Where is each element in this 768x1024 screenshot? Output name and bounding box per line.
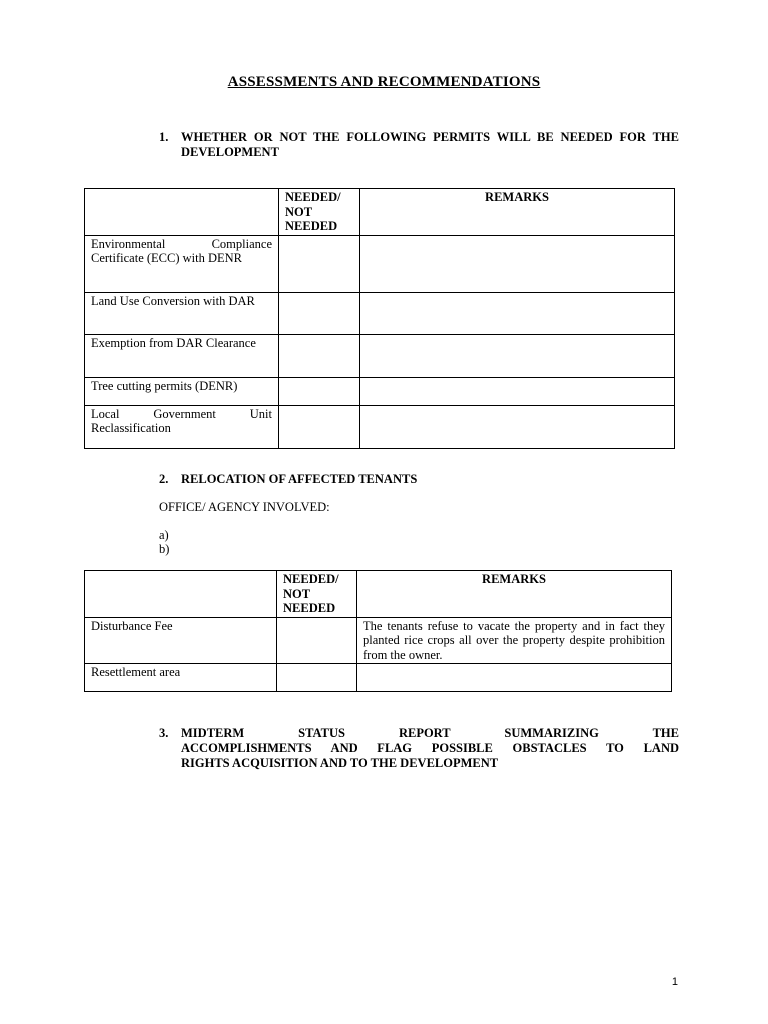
permit-remarks-cell (360, 235, 675, 292)
section-1-heading (159, 130, 679, 162)
permit-remarks-cell (360, 334, 675, 377)
relocation-header-remarks: REMARKS (357, 571, 672, 618)
section-1-title: WHETHER OR NOT THE FOLLOWING PERMITS WILL BE NEEDED FOR THE DEVELOPMENT (181, 130, 679, 159)
relocation-table (84, 570, 672, 692)
list-item: b) (159, 542, 170, 556)
list-item: a) (159, 528, 169, 542)
page-title: ASSESSMENTS AND RECOMMENDATIONS (227, 74, 541, 90)
relocation-item-resettlement: Resettlement area (85, 664, 277, 692)
permit-needed-cell (279, 405, 360, 448)
section-3-title (181, 726, 679, 771)
permit-needed-cell (279, 235, 360, 292)
table-row (85, 617, 672, 664)
permit-needed-cell (279, 292, 360, 334)
relocation-table-header-row (85, 571, 672, 618)
permits-table (84, 188, 675, 449)
permit-remarks-cell (360, 405, 675, 448)
permit-item-land-use: Land Use Conversion with DAR (85, 292, 279, 334)
table-row (85, 405, 675, 448)
section-2-number: 2. (159, 472, 169, 486)
section-2-title: RELOCATION OF AFFECTED TENANTS (181, 472, 418, 486)
permits-header-needed: NEEDED/ NOT NEEDED (279, 189, 360, 236)
section-3-heading (159, 726, 679, 774)
table-row (85, 292, 675, 334)
permits-table-header-row (85, 189, 675, 236)
relocation-header-item (85, 571, 277, 618)
page-number: 1 (671, 976, 678, 988)
relocation-remarks-cell (357, 664, 672, 692)
section-3-number: 3. (159, 726, 169, 740)
table-row (85, 235, 675, 292)
table-row (85, 664, 672, 692)
section-3-title-line-2: ACCOMPLISHMENTS AND FLAG POSSIBLE OBSTACLES TO LAND (181, 741, 679, 755)
permit-needed-cell (279, 334, 360, 377)
permit-item-lgu: Local Government Unit Reclassification (85, 405, 279, 448)
relocation-needed-cell (277, 617, 357, 664)
table-row (85, 334, 675, 377)
section-1-number: 1. (159, 130, 169, 144)
permits-header-remarks: REMARKS (360, 189, 675, 236)
permit-remarks-cell (360, 377, 675, 405)
permit-remarks-cell (360, 292, 675, 334)
relocation-remarks-cell: The tenants refuse to vacate the property and in fact they planted rice crops all over the property despite prohibition from the owner. (357, 617, 672, 664)
section-2-heading (159, 472, 679, 488)
permit-item-exemption: Exemption from DAR Clearance (85, 334, 279, 377)
permit-needed-cell (279, 377, 360, 405)
office-agency-label: OFFICE/ AGENCY INVOLVED: (159, 500, 330, 514)
permit-item-tree-cutting: Tree cutting permits (DENR) (85, 377, 279, 405)
relocation-needed-cell (277, 664, 357, 692)
table-row (85, 377, 675, 405)
relocation-header-needed: NEEDED/ NOT NEEDED (277, 571, 357, 618)
section-3-title-line-3: RIGHTS ACQUISITION AND TO THE DEVELOPMENT (181, 756, 499, 770)
permit-item-ecc: Environmental Compliance Certificate (ECC) with DENR (85, 235, 279, 292)
section-3-title-line-1: MIDTERM STATUS REPORT SUMMARIZING THE (181, 726, 679, 740)
relocation-item-disturbance-fee: Disturbance Fee (85, 617, 277, 664)
permits-header-item (85, 189, 279, 236)
